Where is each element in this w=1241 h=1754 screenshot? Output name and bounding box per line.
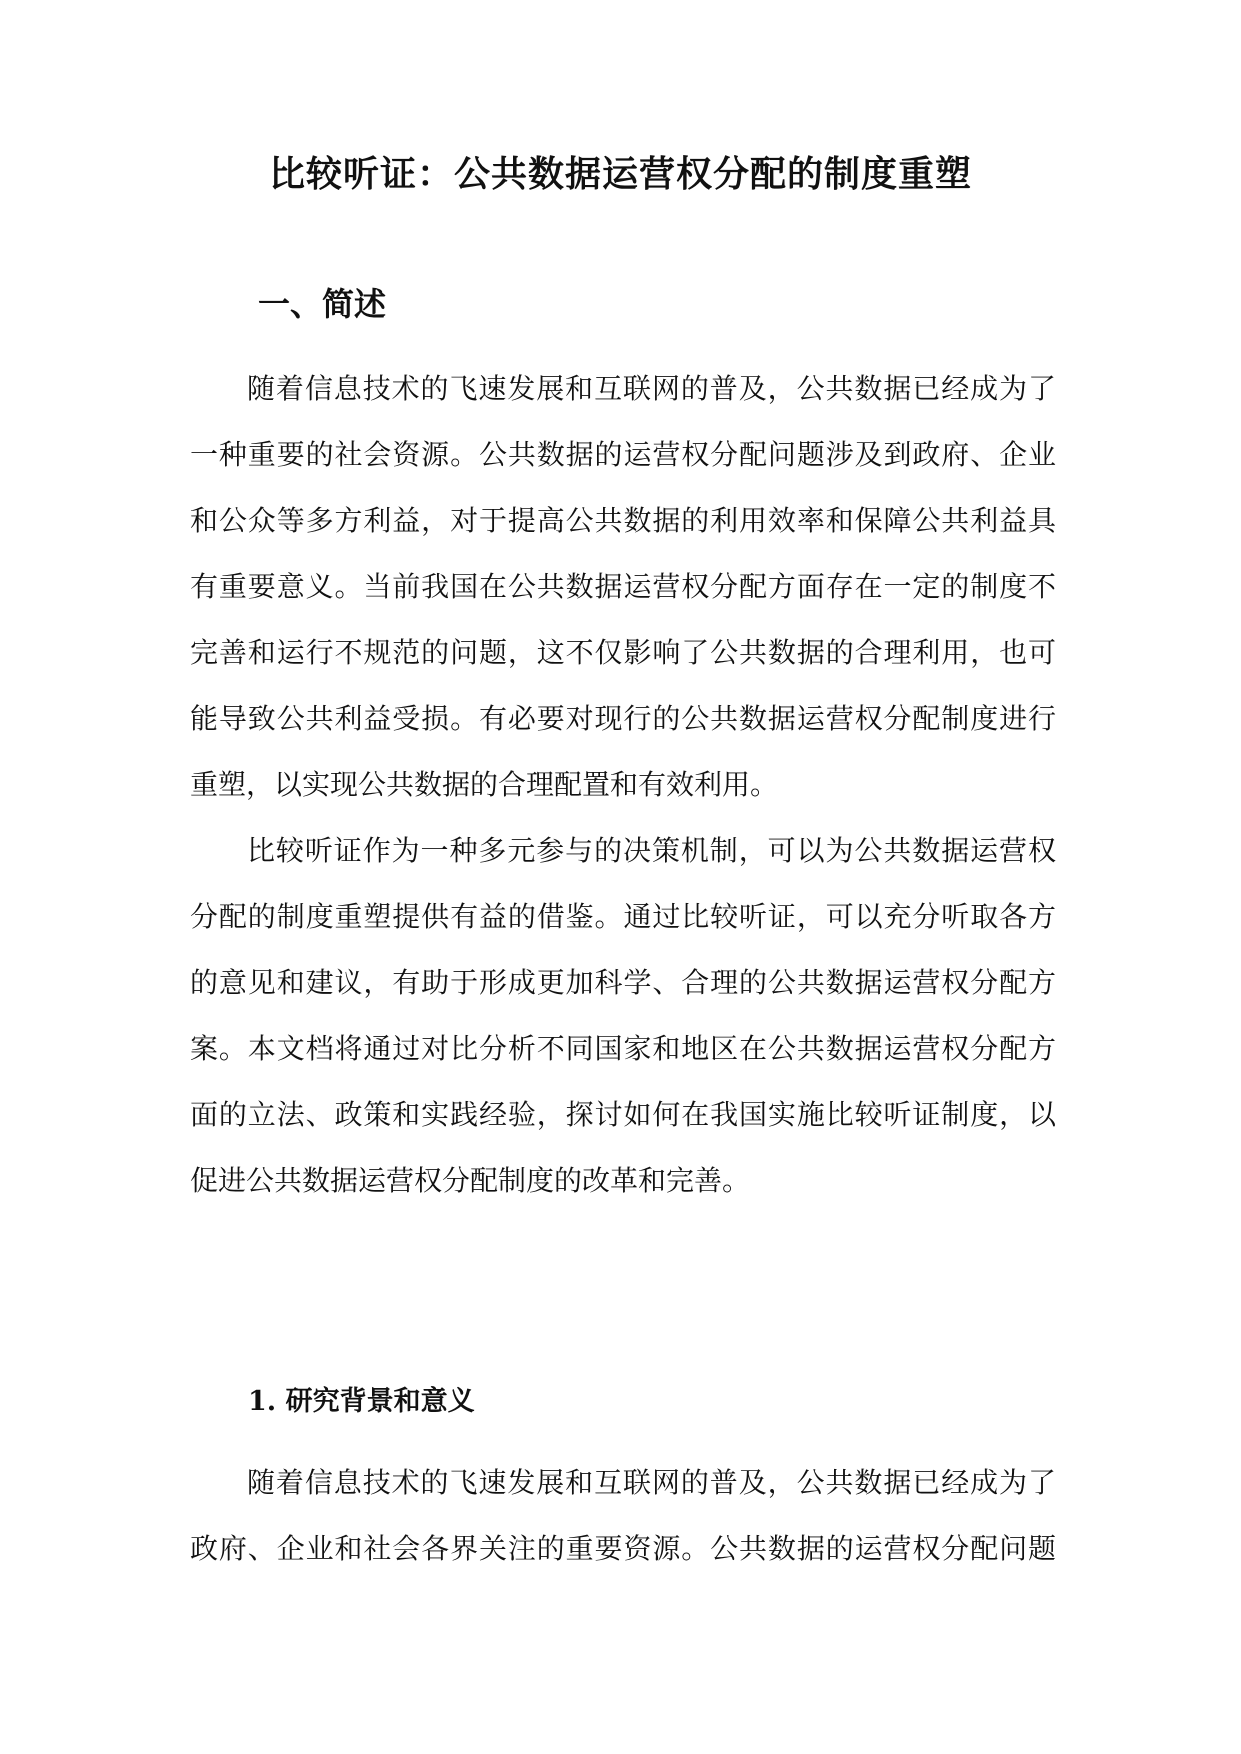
paragraph-line: 和公众等多方利益，对于提高公共数据的利用效率和保障公共利益具 (190, 504, 1056, 537)
paragraph-background-1 (190, 1450, 1056, 1582)
paragraph-line: 能导致公共利益受损。有必要对现行的公共数据运营权分配制度进行 (190, 702, 1056, 735)
document-title: 比较听证：公共数据运营权分配的制度重塑 (268, 153, 972, 195)
paragraph-line: 面的立法、政策和实践经验，探讨如何在我国实施比较听证制度，以 (190, 1098, 1056, 1131)
paragraph-line: 比较听证作为一种多元参与的决策机制，可以为公共数据运营权 (247, 834, 1056, 867)
paragraph-line: 分配的制度重塑提供有益的借鉴。通过比较听证，可以充分听取各方 (190, 900, 1056, 933)
paragraph-line: 重塑，以实现公共数据的合理配置和有效利用。 (190, 768, 779, 801)
paragraph-line: 一种重要的社会资源。公共数据的运营权分配问题涉及到政府、企业 (190, 438, 1056, 471)
paragraph-line: 完善和运行不规范的问题，这不仅影响了公共数据的合理利用，也可 (190, 636, 1056, 669)
paragraph-line: 的意见和建议，有助于形成更加科学、合理的公共数据运营权分配方 (190, 966, 1056, 999)
paragraph-line: 案。本文档将通过对比分析不同国家和地区在公共数据运营权分配方 (190, 1032, 1056, 1065)
paragraph-line: 促进公共数据运营权分配制度的改革和完善。 (190, 1164, 751, 1197)
paragraph-line: 有重要意义。当前我国在公共数据运营权分配方面存在一定的制度不 (190, 570, 1056, 603)
paragraph-overview-1 (190, 356, 1056, 818)
section-heading-overview: 一、简述 (258, 285, 387, 323)
paragraph-line: 随着信息技术的飞速发展和互联网的普及，公共数据已经成为了 (247, 1466, 1056, 1499)
paragraph-line: 随着信息技术的飞速发展和互联网的普及，公共数据已经成为了 (247, 372, 1056, 405)
paragraph-overview-2 (190, 818, 1056, 1214)
subsection-heading-background: 1. 研究背景和意义 (248, 1386, 475, 1417)
paragraph-line: 政府、企业和社会各界关注的重要资源。公共数据的运营权分配问题 (190, 1532, 1056, 1565)
